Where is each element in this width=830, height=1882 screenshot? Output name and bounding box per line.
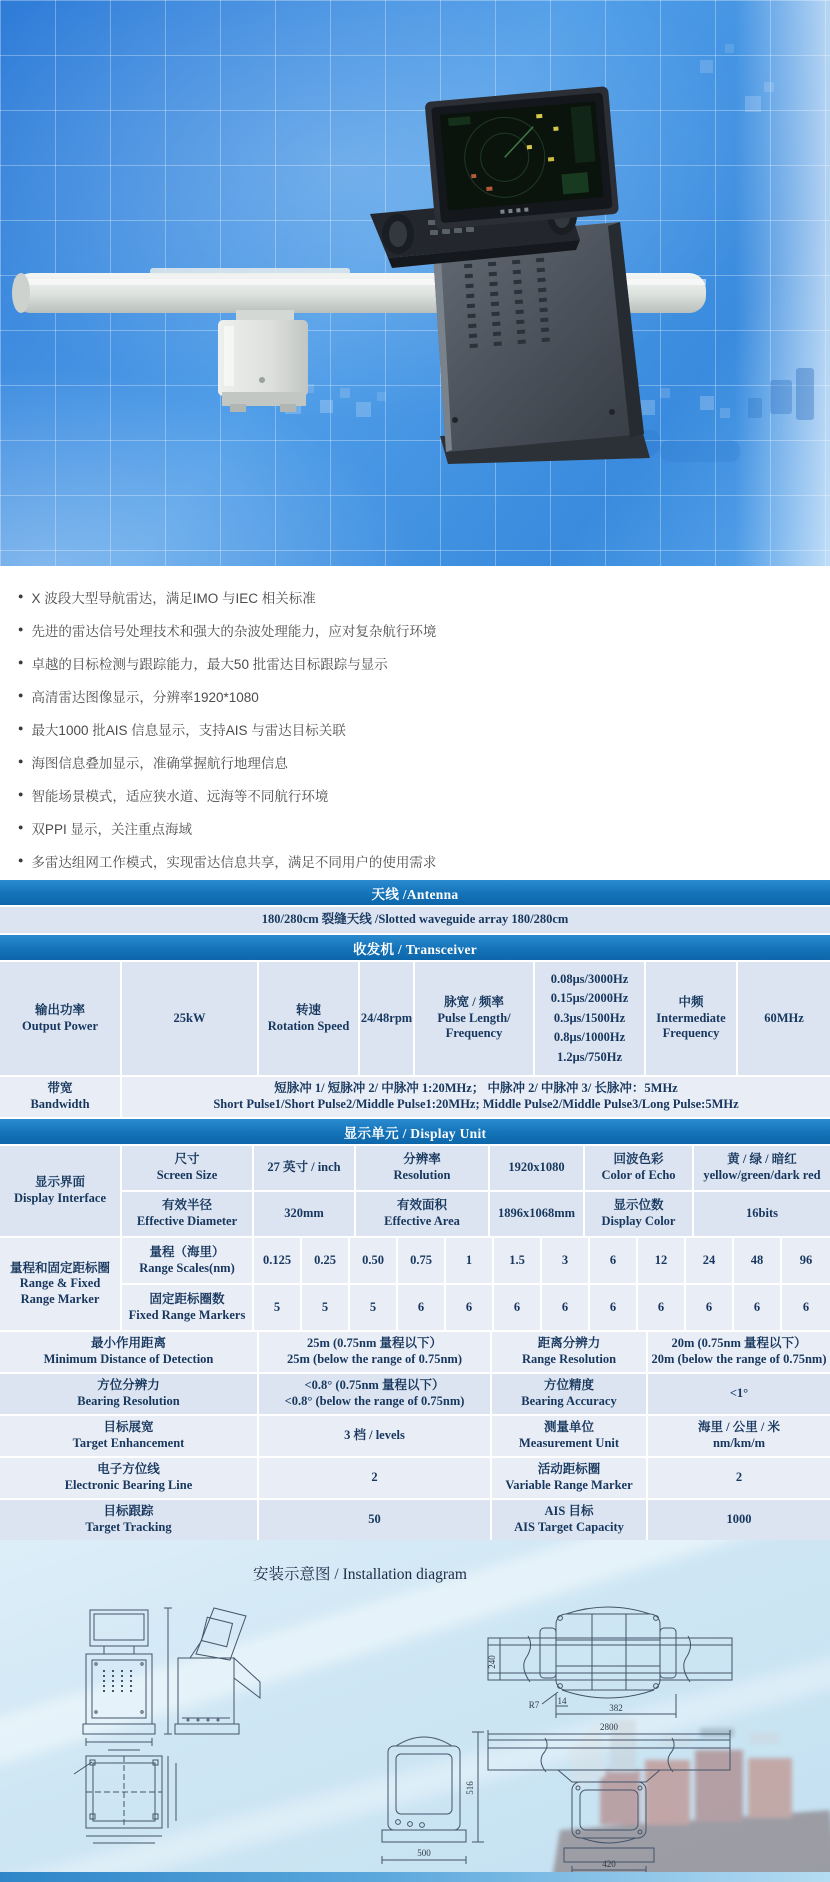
feature-text: 先进的雷达信号处理技术和强大的杂波处理能力，应对复杂航行环境	[31, 623, 437, 639]
range-scale-value: 0.50	[350, 1238, 398, 1283]
fixed-range-marker-value: 5	[254, 1285, 302, 1330]
feature-item	[18, 811, 830, 844]
ebl-value: 2	[259, 1458, 492, 1498]
bullet-icon: ●	[18, 723, 24, 733]
label-zh: 带宽	[47, 1081, 73, 1096]
antenna-front-view	[488, 1730, 730, 1874]
bearing-resolution-value	[259, 1374, 492, 1414]
dim-gearbox-width: 382	[609, 1703, 623, 1713]
intermediate-frequency-value: 60MHz	[738, 962, 830, 1075]
label-zh: 活动距标圈	[537, 1462, 601, 1477]
output-power-label	[0, 962, 122, 1075]
fixed-range-marker-value: 6	[638, 1285, 686, 1330]
label-zh: 分辨率	[403, 1152, 441, 1167]
fixed-range-marker-value: 6	[590, 1285, 638, 1330]
feature-item	[18, 679, 830, 712]
label-en: Target Tracking	[85, 1520, 172, 1534]
target-enhancement-value: 3 档 / levels	[259, 1416, 492, 1456]
range-marker-group	[0, 1238, 830, 1330]
effective-area-label	[356, 1192, 490, 1236]
bearing-accuracy-label	[492, 1374, 648, 1414]
table-row	[0, 1374, 830, 1414]
label-zh: 量程和固定距标圈	[9, 1260, 110, 1275]
display-interface-label	[0, 1146, 122, 1236]
ebl-label	[0, 1458, 259, 1498]
range-scale-value: 1	[446, 1238, 494, 1283]
pulse-value: 0.15μs/2000Hz	[550, 991, 629, 1006]
table-row	[0, 907, 830, 933]
range-scale-value: 48	[734, 1238, 782, 1283]
label-zh: 方位精度	[543, 1378, 594, 1393]
display-interface-group	[0, 1146, 830, 1236]
bullet-icon: ●	[18, 657, 24, 667]
value-en: nm/km/m	[712, 1436, 766, 1450]
installation-diagram	[0, 1598, 830, 1882]
min-distance-value	[259, 1332, 492, 1372]
bandwidth-label	[0, 1077, 122, 1117]
label-zh: 脉宽 / 频率	[444, 995, 504, 1010]
bullet-icon: ●	[18, 690, 24, 700]
label-en: Display Interface	[14, 1191, 106, 1205]
table-row	[0, 1332, 830, 1372]
target-tracking-value: 50	[259, 1500, 492, 1540]
dim-base-width: 420	[602, 1859, 616, 1869]
resolution-value: 1920x1080	[490, 1146, 585, 1190]
dim-pedestal-width: 500	[417, 1848, 431, 1858]
rotation-speed-label	[259, 962, 360, 1075]
antenna-section-header: 天线 /Antenna	[0, 880, 830, 905]
hero-banner	[0, 0, 830, 566]
transceiver-section-header: 收发机 / Transceiver	[0, 935, 830, 960]
fixed-range-marker-value: 6	[494, 1285, 542, 1330]
display-color-label	[585, 1192, 694, 1236]
range-scale-value: 0.75	[398, 1238, 446, 1283]
measurement-unit-value	[648, 1416, 830, 1456]
dim-antenna-length: 2800	[600, 1722, 618, 1732]
fixed-range-marker-value: 5	[350, 1285, 398, 1330]
dim-antenna-top-width: 240	[487, 1655, 497, 1669]
value-zh: 海里 / 公里 / 米	[698, 1420, 780, 1435]
bullet-icon: ●	[18, 591, 24, 601]
label-en: Intermediate Frequency	[656, 1010, 726, 1041]
label-en: Effective Diameter	[136, 1214, 238, 1228]
label-en: Rotation Speed	[267, 1018, 350, 1033]
label-en: Screen Size	[156, 1168, 218, 1182]
label-zh: 中频	[678, 995, 704, 1010]
dim-flange-offset: 14	[557, 1696, 567, 1706]
feature-list	[0, 566, 830, 877]
dim-radius: R7	[528, 1700, 540, 1710]
output-power-value: 25kW	[122, 962, 259, 1075]
installation-title: 安装示意图 / Installation diagram	[253, 1566, 467, 1583]
range-scale-value: 12	[638, 1238, 686, 1283]
value-en: 25m (below the range of 0.75nm)	[287, 1352, 462, 1366]
fixed-range-marker-value: 6	[398, 1285, 446, 1330]
table-row	[122, 1285, 830, 1330]
table-row	[122, 1238, 830, 1285]
effective-diameter-label	[122, 1192, 254, 1236]
label-en: Minimum Distance of Detection	[43, 1352, 214, 1366]
installation-section	[0, 1540, 830, 1882]
vrm-value: 2	[648, 1458, 830, 1498]
label-en: Range Resolution	[521, 1352, 617, 1366]
table-row	[0, 1500, 830, 1540]
ais-target-label	[492, 1500, 648, 1540]
bandwidth-value	[122, 1077, 830, 1117]
label-zh: 输出功率	[34, 1002, 85, 1017]
table-row	[0, 1077, 830, 1117]
range-scale-value: 0.25	[302, 1238, 350, 1283]
table-row	[0, 962, 830, 1075]
feature-text: 高清雷达图像显示，分辨率1920*1080	[31, 689, 259, 705]
range-scale-value: 3	[542, 1238, 590, 1283]
value-en: <0.8° (below the range of 0.75nm)	[284, 1394, 465, 1408]
feature-text: 最大1000 批AIS 信息显示，支持AIS 与雷达目标关联	[31, 722, 346, 738]
label-zh: 目标展宽	[103, 1420, 154, 1435]
label-en: Bearing Accuracy	[521, 1394, 617, 1408]
feature-text: 智能场景模式，适应狭水道、远海等不同航行环境	[31, 788, 329, 804]
display-color-value: 16bits	[694, 1192, 830, 1236]
value-en: yellow/green/dark red	[703, 1168, 821, 1182]
bearing-accuracy-value: <1°	[648, 1374, 830, 1414]
feature-text: 多雷达组网工作模式，实现雷达信息共享，满足不同用户的使用需求	[31, 854, 437, 870]
screen-size-label	[122, 1146, 254, 1190]
antenna-top-view	[488, 1607, 732, 1718]
pulse-label	[415, 962, 535, 1075]
target-tracking-label	[0, 1500, 259, 1540]
fixed-range-marker-value: 6	[542, 1285, 590, 1330]
fixed-range-markers-label	[122, 1285, 254, 1330]
feature-text: 卓越的目标检测与跟踪能力，最大50 批雷达目标跟踪与显示	[31, 656, 388, 672]
label-zh: 显示位数	[613, 1198, 664, 1213]
display-unit-section-header: 显示单元 / Display Unit	[0, 1119, 830, 1144]
label-zh: 回波色彩	[613, 1152, 664, 1167]
rotation-speed-value: 24/48rpm	[360, 962, 415, 1075]
range-scale-value: 1.5	[494, 1238, 542, 1283]
fixed-range-marker-value: 5	[302, 1285, 350, 1330]
bullet-icon: ●	[18, 789, 24, 799]
antenna-side-view	[382, 1732, 484, 1864]
label-zh: AIS 目标	[544, 1504, 594, 1519]
fixed-range-marker-value: 6	[686, 1285, 734, 1330]
label-zh: 电子方位线	[97, 1462, 160, 1477]
label-zh: 方位分辨力	[97, 1378, 160, 1393]
feature-text: 双PPI 显示，关注重点海域	[31, 821, 192, 837]
bullet-icon: ●	[18, 855, 24, 865]
range-scales-label	[122, 1238, 254, 1283]
label-en: Display Color	[601, 1214, 676, 1228]
vrm-label	[492, 1458, 648, 1498]
pulse-value: 0.08μs/3000Hz	[550, 972, 629, 987]
value-en: 20m (below the range of 0.75nm)	[651, 1352, 827, 1366]
value-en: Short Pulse1/Short Pulse2/Middle Pulse1:20MHz; Middle Pulse2/Middle Pulse3/Long Pulse:5MHz	[213, 1097, 739, 1111]
pulse-value: 0.8μs/1000Hz	[553, 1030, 626, 1045]
label-en: Fixed Range Markers	[128, 1307, 246, 1322]
label-en: Effective Area	[384, 1214, 460, 1228]
label-en: Resolution	[393, 1168, 451, 1182]
pulse-value: 0.3μs/1500Hz	[553, 1010, 626, 1025]
range-resolution-label	[492, 1332, 648, 1372]
specification-tables	[0, 880, 830, 1542]
value-zh: 短脉冲 1/ 短脉冲 2/ 中脉冲 1:20MHz； 中脉冲 2/ 中脉冲 3/ 长脉冲：5MHz	[274, 1081, 678, 1096]
range-group-label	[0, 1238, 122, 1330]
bullet-icon: ●	[18, 624, 24, 634]
label-zh: 量程（海里）	[149, 1244, 225, 1259]
range-scale-value: 0.125	[254, 1238, 302, 1283]
label-zh: 目标跟踪	[103, 1504, 154, 1519]
measurement-unit-label	[492, 1416, 648, 1456]
color-of-echo-value	[694, 1146, 830, 1190]
label-zh: 距离分辨力	[537, 1336, 601, 1351]
feature-item	[18, 613, 830, 646]
value-zh: <0.8° (0.75nm 量程以下）	[304, 1378, 445, 1393]
label-en: AIS Target Capacity	[514, 1520, 624, 1534]
target-enhancement-label	[0, 1416, 259, 1456]
table-row	[122, 1192, 830, 1236]
bullet-icon: ●	[18, 756, 24, 766]
table-row	[122, 1146, 830, 1192]
screen-size-value: 27 英寸 / inch	[254, 1146, 356, 1190]
product-photo	[0, 0, 830, 566]
color-of-echo-label	[585, 1146, 694, 1190]
antenna-value: 180/280cm 裂缝天线 /Slotted waveguide array 180/280cm	[0, 907, 830, 933]
resolution-label	[356, 1146, 490, 1190]
dim-pedestal-height: 516	[465, 1781, 475, 1795]
label-zh: 测量单位	[543, 1420, 594, 1435]
pulse-value: 1.2μs/750Hz	[556, 1049, 623, 1064]
feature-item	[18, 580, 830, 613]
range-scale-value: 6	[590, 1238, 638, 1283]
table-row	[0, 1458, 830, 1498]
label-zh: 有效面积	[396, 1198, 447, 1213]
ais-target-value: 1000	[648, 1500, 830, 1540]
min-distance-label	[0, 1332, 259, 1372]
feature-list-section	[0, 566, 830, 878]
label-en: Output Power	[21, 1018, 99, 1033]
feature-item	[18, 778, 830, 811]
feature-text: X 波段大型导航雷达，满足IMO 与IEC 相关标准	[31, 590, 316, 606]
fixed-range-marker-value: 6	[734, 1285, 782, 1330]
bottom-accent-bar	[0, 1872, 830, 1882]
label-en: Bearing Resolution	[77, 1394, 180, 1408]
range-scale-value: 24	[686, 1238, 734, 1283]
value-zh: 黄 / 绿 / 暗红	[727, 1152, 797, 1167]
label-en: Measurement Unit	[518, 1436, 620, 1450]
label-zh: 最小作用距离	[90, 1336, 166, 1351]
effective-diameter-value: 320mm	[254, 1192, 356, 1236]
intermediate-frequency-label	[646, 962, 738, 1075]
effective-area-value: 1896x1068mm	[490, 1192, 585, 1236]
label-en: Electronic Bearing Line	[64, 1478, 193, 1492]
label-zh: 有效半径	[161, 1198, 212, 1213]
label-zh: 尺寸	[174, 1152, 200, 1167]
label-en: Target Enhancement	[72, 1436, 185, 1450]
console-monitor	[425, 86, 619, 230]
console-mounting-plate-view	[74, 1750, 176, 1843]
label-en: Range & Fixed Range Marker	[19, 1276, 101, 1306]
label-zh: 固定距标圈数	[149, 1291, 225, 1306]
label-en: Color of Echo	[601, 1168, 676, 1182]
label-en: Range Scales(nm)	[139, 1260, 235, 1275]
bullet-icon: ●	[18, 822, 24, 832]
fixed-range-marker-value: 6	[782, 1285, 830, 1330]
feature-item	[18, 844, 830, 877]
feature-text: 海图信息叠加显示，准确掌握航行地理信息	[31, 755, 288, 771]
feature-item	[18, 646, 830, 679]
feature-item	[18, 745, 830, 778]
value-zh: 20m (0.75nm 量程以下）	[671, 1336, 807, 1351]
pulse-values	[535, 962, 646, 1075]
label-en: Variable Range Marker	[505, 1478, 633, 1492]
table-row	[0, 1416, 830, 1456]
label-zh: 显示界面	[34, 1175, 85, 1190]
feature-item	[18, 712, 830, 745]
label-en: Bandwidth	[30, 1097, 90, 1111]
console-side-view	[164, 1608, 260, 1734]
console-front-view	[83, 1610, 155, 1746]
bearing-resolution-label	[0, 1374, 259, 1414]
label-zh: 转速	[295, 1002, 321, 1017]
range-scale-value: 96	[782, 1238, 830, 1283]
fixed-range-marker-value: 6	[446, 1285, 494, 1330]
range-resolution-value	[648, 1332, 830, 1372]
value-zh: 25m (0.75nm 量程以下）	[306, 1336, 443, 1351]
label-en: Pulse Length/ Frequency	[437, 1010, 511, 1041]
